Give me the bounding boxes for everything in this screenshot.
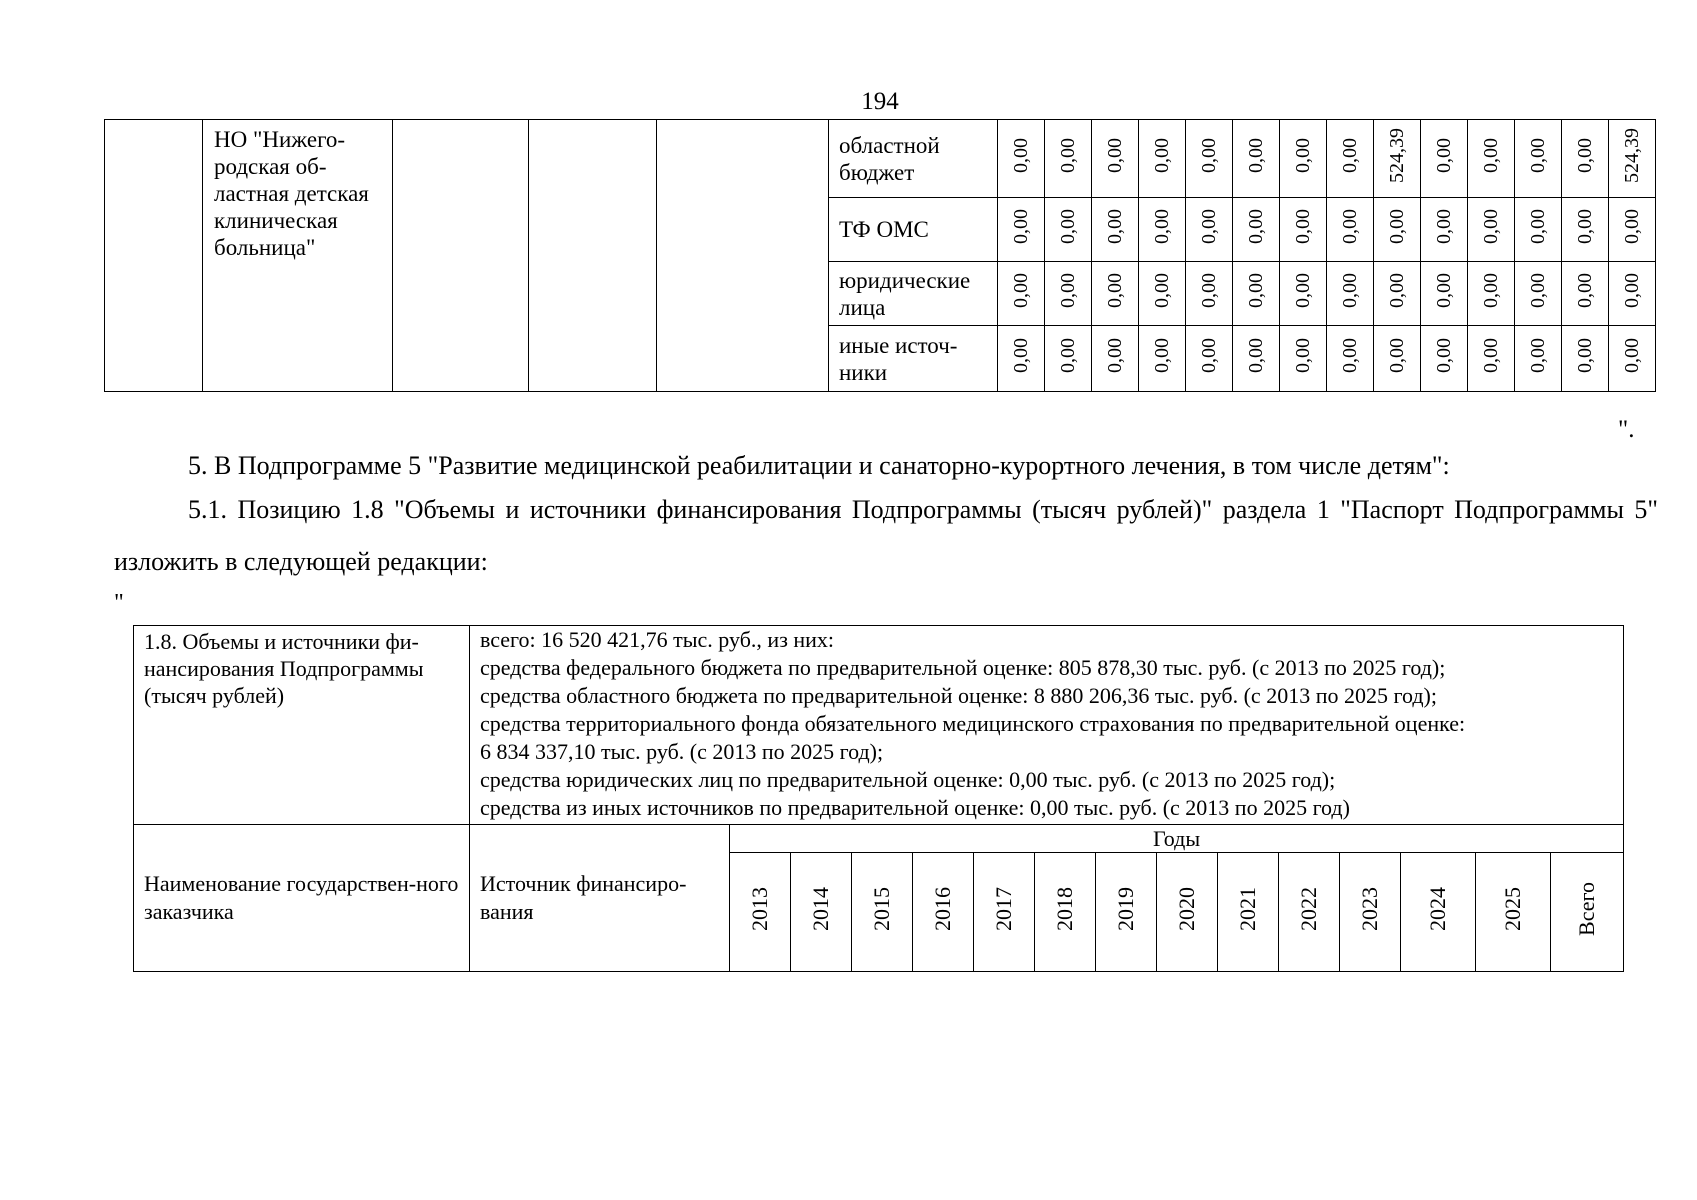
- value-cell: [1421, 262, 1468, 326]
- value-text: 0,00: [1010, 273, 1032, 308]
- year-label: 2014: [808, 887, 833, 931]
- value-text: 0,00: [1151, 209, 1173, 244]
- value-cell: [1045, 120, 1092, 198]
- opening-quote-mark: ": [114, 590, 124, 616]
- info-line: средства федерального бюджета по предварительной оценке: 805 878,30 тыс. руб. (с 2013 по 2025 год);: [480, 655, 1446, 680]
- empty-cell: [529, 120, 657, 392]
- value-text: 0,00: [1433, 338, 1455, 373]
- value-cell: [1421, 198, 1468, 262]
- year-label: Всего: [1574, 882, 1600, 936]
- value-text: 0,00: [1621, 338, 1643, 373]
- closing-quote-mark: ".: [1618, 416, 1635, 443]
- value-cell: [1233, 120, 1280, 198]
- value-cell: [1327, 326, 1374, 392]
- funding-source: областной бюджет: [829, 120, 998, 198]
- value-cell: [1139, 198, 1186, 262]
- year-label: 2021: [1235, 887, 1260, 931]
- value-text: 0,00: [1480, 338, 1502, 373]
- value-cell: [1468, 262, 1515, 326]
- value-cell: [1609, 326, 1656, 392]
- value-cell: [1562, 326, 1609, 392]
- value-text: 0,00: [1010, 338, 1032, 373]
- value-cell: [1374, 262, 1421, 326]
- value-cell: [1233, 198, 1280, 262]
- value-text: 0,00: [1292, 209, 1314, 244]
- year-label: 2013: [747, 887, 772, 931]
- value-cell: [1421, 326, 1468, 392]
- year-label: 2016: [930, 887, 955, 931]
- value-cell: [1092, 198, 1139, 262]
- paragraph-5: 5. В Подпрограмме 5 "Развитие медицинской реабилитации и санаторно-курортного лечения, в том числе детям":: [188, 451, 1450, 480]
- value-text: 0,00: [1292, 138, 1314, 173]
- year-cell: [852, 853, 913, 972]
- empty-cell: [657, 120, 829, 392]
- value-text: 0,00: [1104, 209, 1126, 244]
- value-text: 0,00: [1245, 209, 1267, 244]
- header-row: [134, 825, 1624, 853]
- value-cell: [1045, 326, 1092, 392]
- financing-row: [105, 120, 1656, 198]
- value-cell: [1280, 198, 1327, 262]
- value-text: 0,00: [1104, 273, 1126, 308]
- value-cell: [1327, 198, 1374, 262]
- value-text: 0,00: [1198, 273, 1220, 308]
- year-label: 2015: [869, 887, 894, 931]
- value-text: 0,00: [1433, 209, 1455, 244]
- value-cell: [1233, 326, 1280, 392]
- paragraph-5-1: 5.1. Позицию 1.8 "Объемы и источники финансирования Подпрограммы (тысяч рублей)" раздела 1 "Паспорт Подпрограммы 5" изложить в следующей редакции:: [114, 495, 1658, 576]
- value-cell: [1374, 120, 1421, 198]
- year-cell: [730, 853, 791, 972]
- value-cell: [1186, 198, 1233, 262]
- funding-source: иные источ-ники: [829, 326, 998, 392]
- value-text: 0,00: [1386, 273, 1408, 308]
- value-text: 0,00: [1527, 209, 1549, 244]
- value-text: 0,00: [1198, 138, 1220, 173]
- value-text: 0,00: [1104, 138, 1126, 173]
- value-cell: [1045, 198, 1092, 262]
- value-cell: [1515, 198, 1562, 262]
- value-cell: [1280, 262, 1327, 326]
- info-line: средства областного бюджета по предварительной оценке: 8 880 206,36 тыс. руб. (с 2013 по 2025 год);: [480, 683, 1437, 708]
- value-text: 0,00: [1574, 338, 1596, 373]
- year-cell: [913, 853, 974, 972]
- value-cell: [1562, 262, 1609, 326]
- year-cell: [1218, 853, 1279, 972]
- value-text: 0,00: [1339, 273, 1361, 308]
- value-cell: [1562, 120, 1609, 198]
- info-line: 6 834 337,10 тыс. руб. (с 2013 по 2025 год);: [480, 739, 884, 764]
- years-header: Годы: [730, 825, 1624, 853]
- value-cell: [1468, 120, 1515, 198]
- value-cell: [1280, 120, 1327, 198]
- info-line: средства юридических лиц по предварительной оценке: 0,00 тыс. руб. (с 2013 по 2025 год);: [480, 767, 1336, 792]
- value-text: 0,00: [1104, 338, 1126, 373]
- value-text: 0,00: [1057, 209, 1079, 244]
- value-text: 0,00: [1339, 209, 1361, 244]
- empty-cell: [393, 120, 529, 392]
- value-text: 0,00: [1151, 273, 1173, 308]
- value-text: 0,00: [1480, 209, 1502, 244]
- year-cell: [1340, 853, 1401, 972]
- value-cell: [1609, 262, 1656, 326]
- year-label: 2019: [1113, 887, 1138, 931]
- value-text: 0,00: [1198, 338, 1220, 373]
- value-text: 524,39: [1621, 128, 1643, 183]
- info-line: всего: 16 520 421,76 тыс. руб., из них:: [480, 627, 835, 652]
- value-cell: [1374, 198, 1421, 262]
- value-text: 0,00: [1339, 138, 1361, 173]
- year-label: 2023: [1357, 887, 1382, 931]
- value-cell: [1186, 262, 1233, 326]
- year-cell: [974, 853, 1035, 972]
- value-text: 0,00: [1245, 338, 1267, 373]
- value-text: 0,00: [1574, 273, 1596, 308]
- value-cell: [1092, 326, 1139, 392]
- year-label: 2020: [1174, 887, 1199, 931]
- value-text: 0,00: [1198, 209, 1220, 244]
- value-text: 0,00: [1621, 209, 1643, 244]
- info-line: средства из иных источников по предварительной оценке: 0,00 тыс. руб. (с 2013 по 2025 год): [480, 795, 1350, 820]
- value-text: 0,00: [1010, 138, 1032, 173]
- empty-cell: [105, 120, 203, 392]
- value-text: 0,00: [1386, 338, 1408, 373]
- year-cell: [1279, 853, 1340, 972]
- value-text: 0,00: [1527, 138, 1549, 173]
- value-cell: [1421, 120, 1468, 198]
- value-cell: [1327, 262, 1374, 326]
- value-text: 0,00: [1292, 338, 1314, 373]
- value-cell: [1139, 326, 1186, 392]
- year-cell: [1476, 853, 1551, 972]
- value-cell: [1186, 120, 1233, 198]
- value-text: 0,00: [1245, 273, 1267, 308]
- value-text: 0,00: [1621, 273, 1643, 308]
- value-cell: [1186, 326, 1233, 392]
- year-cell: [1035, 853, 1096, 972]
- value-text: 524,39: [1386, 128, 1408, 183]
- value-cell: [1280, 326, 1327, 392]
- position-label: 1.8. Объемы и источники фи-нансирования Подпрограммы (тысяч рублей): [134, 626, 470, 825]
- year-label: 2025: [1500, 887, 1525, 931]
- value-cell: [998, 262, 1045, 326]
- value-cell: [1468, 198, 1515, 262]
- value-cell: [998, 198, 1045, 262]
- year-label: 2018: [1052, 887, 1077, 931]
- position-row: [134, 626, 1624, 825]
- value-cell: [998, 326, 1045, 392]
- year-cell: [791, 853, 852, 972]
- value-cell: [998, 120, 1045, 198]
- value-text: 0,00: [1057, 273, 1079, 308]
- value-text: 0,00: [1433, 273, 1455, 308]
- value-text: 0,00: [1057, 338, 1079, 373]
- value-text: 0,00: [1339, 338, 1361, 373]
- value-cell: [1327, 120, 1374, 198]
- value-text: 0,00: [1292, 273, 1314, 308]
- value-cell: [1092, 120, 1139, 198]
- value-text: 0,00: [1151, 338, 1173, 373]
- value-cell: [1515, 262, 1562, 326]
- value-cell: [1045, 262, 1092, 326]
- value-text: 0,00: [1057, 138, 1079, 173]
- value-cell: [1562, 198, 1609, 262]
- value-text: 0,00: [1574, 138, 1596, 173]
- year-cell: [1096, 853, 1157, 972]
- value-text: 0,00: [1010, 209, 1032, 244]
- funding-source: ТФ ОМС: [829, 198, 998, 262]
- passport-position-table: [133, 625, 1624, 972]
- page-number: 194: [861, 88, 899, 115]
- financing-table-continued: [104, 119, 1656, 392]
- financing-info: [470, 626, 1624, 825]
- year-cell: [1401, 853, 1476, 972]
- source-header: Источник финансиро-вания: [470, 825, 730, 972]
- value-text: 0,00: [1480, 273, 1502, 308]
- year-cell: [1157, 853, 1218, 972]
- value-text: 0,00: [1245, 138, 1267, 173]
- value-cell: [1233, 262, 1280, 326]
- value-cell: [1609, 198, 1656, 262]
- value-text: 0,00: [1527, 338, 1549, 373]
- value-cell: [1515, 120, 1562, 198]
- value-cell: [1515, 326, 1562, 392]
- funding-source: юридические лица: [829, 262, 998, 326]
- value-cell: [1468, 326, 1515, 392]
- value-text: 0,00: [1527, 273, 1549, 308]
- year-label: 2022: [1296, 887, 1321, 931]
- info-line: средства территориального фонда обязательного медицинского страхования по предварительной оценке:: [480, 711, 1466, 736]
- year-label: 2017: [991, 887, 1016, 931]
- customer-header: Наименование государствен-ного заказчика: [134, 825, 470, 972]
- value-text: 0,00: [1480, 138, 1502, 173]
- value-cell: [1139, 120, 1186, 198]
- value-text: 0,00: [1574, 209, 1596, 244]
- value-text: 0,00: [1151, 138, 1173, 173]
- value-cell: [1374, 326, 1421, 392]
- year-cell: [1551, 853, 1624, 972]
- value-text: 0,00: [1386, 209, 1408, 244]
- value-text: 0,00: [1433, 138, 1455, 173]
- organization-name: НО "Нижего-родская об-ластная детская клиническая больница": [203, 120, 393, 392]
- value-cell: [1139, 262, 1186, 326]
- value-cell: [1609, 120, 1656, 198]
- year-label: 2024: [1425, 887, 1450, 931]
- value-cell: [1092, 262, 1139, 326]
